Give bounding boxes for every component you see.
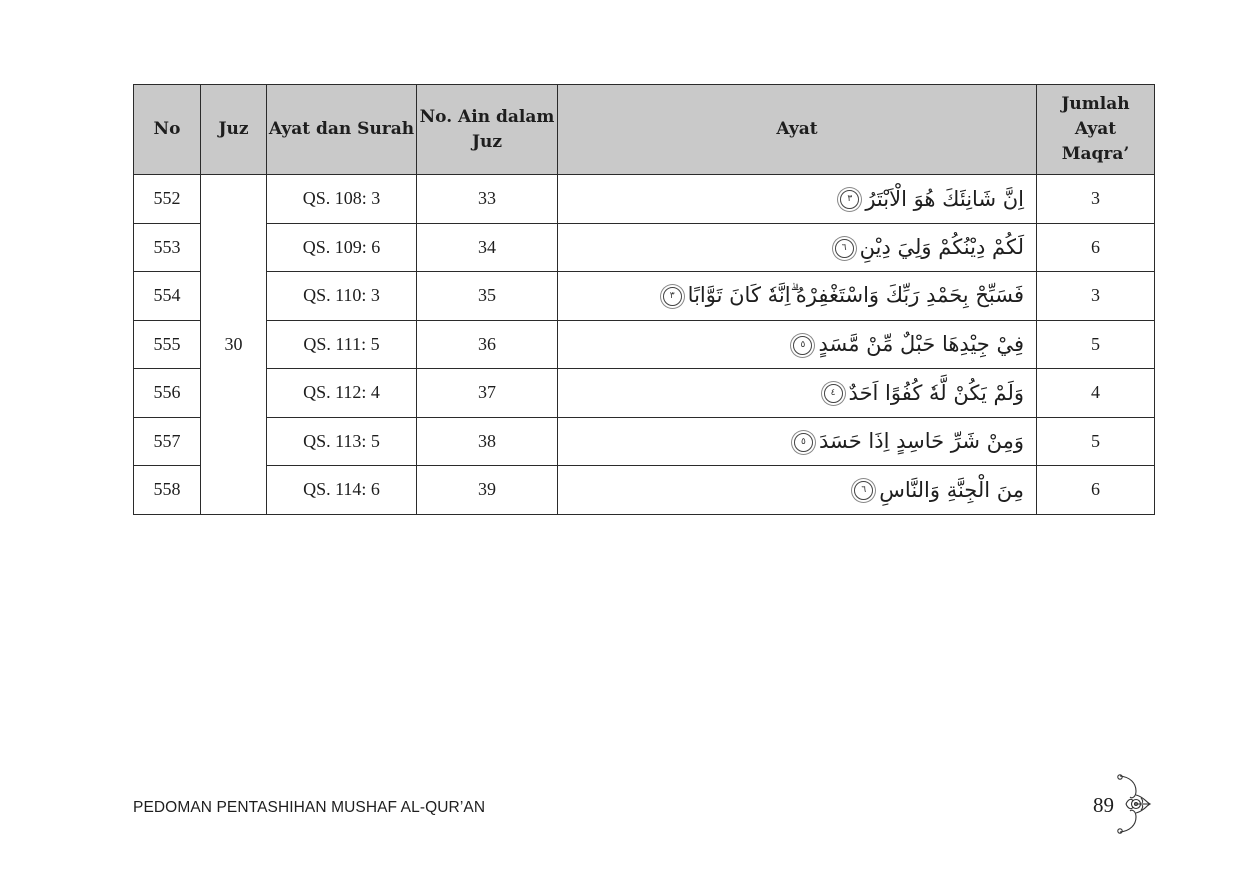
cell-ain: 34: [417, 223, 558, 272]
table-row: [134, 320, 1155, 369]
maqra-table: [133, 84, 1155, 515]
header-jumlah-ayat-maqra: Jumlah Ayat Maqra’: [1037, 85, 1155, 175]
ayat-text: وَلَمْ يَكُنْ لَّهٗ كُفُوًا اَحَدٌ: [848, 380, 1024, 405]
running-footer-title: PEDOMAN PENTASHIHAN MUSHAF AL-QUR’AN: [133, 799, 486, 816]
cell-juz: 30: [201, 175, 267, 515]
ayah-end-marker: ٥: [794, 433, 813, 452]
ayah-end-marker: ٣: [840, 190, 859, 209]
cell-surah: QS. 108: 3: [267, 175, 417, 224]
cell-surah: QS. 109: 6: [267, 223, 417, 272]
cell-no: 554: [134, 272, 201, 321]
cell-surah: QS. 112: 4: [267, 369, 417, 418]
cell-ayat: [558, 272, 1037, 321]
header-no: No: [134, 85, 201, 175]
cell-jumlah: 6: [1037, 223, 1155, 272]
cell-jumlah: 6: [1037, 466, 1155, 515]
page-number: 89: [1093, 793, 1114, 817]
cell-ain: 39: [417, 466, 558, 515]
header-no-ain: No. Ain dalam Juz: [417, 85, 558, 175]
cell-ayat: [558, 369, 1037, 418]
cell-no: 555: [134, 320, 201, 369]
cell-jumlah: 5: [1037, 320, 1155, 369]
cell-no: 557: [134, 417, 201, 466]
table-row: [134, 417, 1155, 466]
ayat-text: فَسَبِّحْ بِحَمْدِ رَبِّكَ وَاسْتَغْفِرْهُ ۗاِنَّهٗ كَانَ تَوَّابًا: [687, 283, 1024, 308]
cell-ayat: [558, 223, 1037, 272]
ayat-text: مِنَ الْجِنَّةِ وَالنَّاسِ: [879, 477, 1024, 502]
cell-ain: 36: [417, 320, 558, 369]
cell-no: 553: [134, 223, 201, 272]
cell-jumlah: 4: [1037, 369, 1155, 418]
cell-jumlah: 3: [1037, 175, 1155, 224]
header-ayat: Ayat: [558, 85, 1037, 175]
ayat-text: لَكُمْ دِيْنُكُمْ وَلِيَ دِيْنِ: [859, 235, 1024, 260]
maqra-table-container: [133, 84, 1154, 515]
cell-ain: 37: [417, 369, 558, 418]
table-row: [134, 223, 1155, 272]
header-ayat-dan-surah: Ayat dan Surah: [267, 85, 417, 175]
cell-surah: QS. 114: 6: [267, 466, 417, 515]
ayah-end-marker: ٥: [793, 336, 812, 355]
cell-jumlah: 5: [1037, 417, 1155, 466]
table-row: [134, 466, 1155, 515]
ayat-text: فِيْ جِيْدِهَا حَبْلٌ مِّنْ مَّسَدٍ: [818, 332, 1024, 357]
cell-ain: 35: [417, 272, 558, 321]
table-row: [134, 369, 1155, 418]
cell-surah: QS. 110: 3: [267, 272, 417, 321]
cell-ayat: [558, 175, 1037, 224]
ayat-text: اِنَّ شَانِئَكَ هُوَ الْاَبْتَرُ: [865, 186, 1024, 211]
ayah-end-marker: ٣: [663, 287, 682, 306]
table-row: [134, 272, 1155, 321]
cell-no: 558: [134, 466, 201, 515]
ayah-end-marker: ٦: [854, 481, 873, 500]
ayat-text: وَمِنْ شَرِّ حَاسِدٍ اِذَا حَسَدَ: [818, 429, 1024, 454]
ayah-end-marker: ٦: [835, 239, 854, 258]
table-header-row: [134, 85, 1155, 175]
cell-surah: QS. 111: 5: [267, 320, 417, 369]
header-juz: Juz: [201, 85, 267, 175]
table-row: [134, 175, 1155, 224]
cell-surah: QS. 113: 5: [267, 417, 417, 466]
cell-ayat: [558, 417, 1037, 466]
cell-no: 556: [134, 369, 201, 418]
cell-ayat: [558, 466, 1037, 515]
floral-ornament-icon: [1106, 773, 1152, 839]
cell-jumlah: 3: [1037, 272, 1155, 321]
cell-ain: 38: [417, 417, 558, 466]
ayah-end-marker: ٤: [824, 384, 843, 403]
cell-ayat: [558, 320, 1037, 369]
cell-no: 552: [134, 175, 201, 224]
cell-ain: 33: [417, 175, 558, 224]
